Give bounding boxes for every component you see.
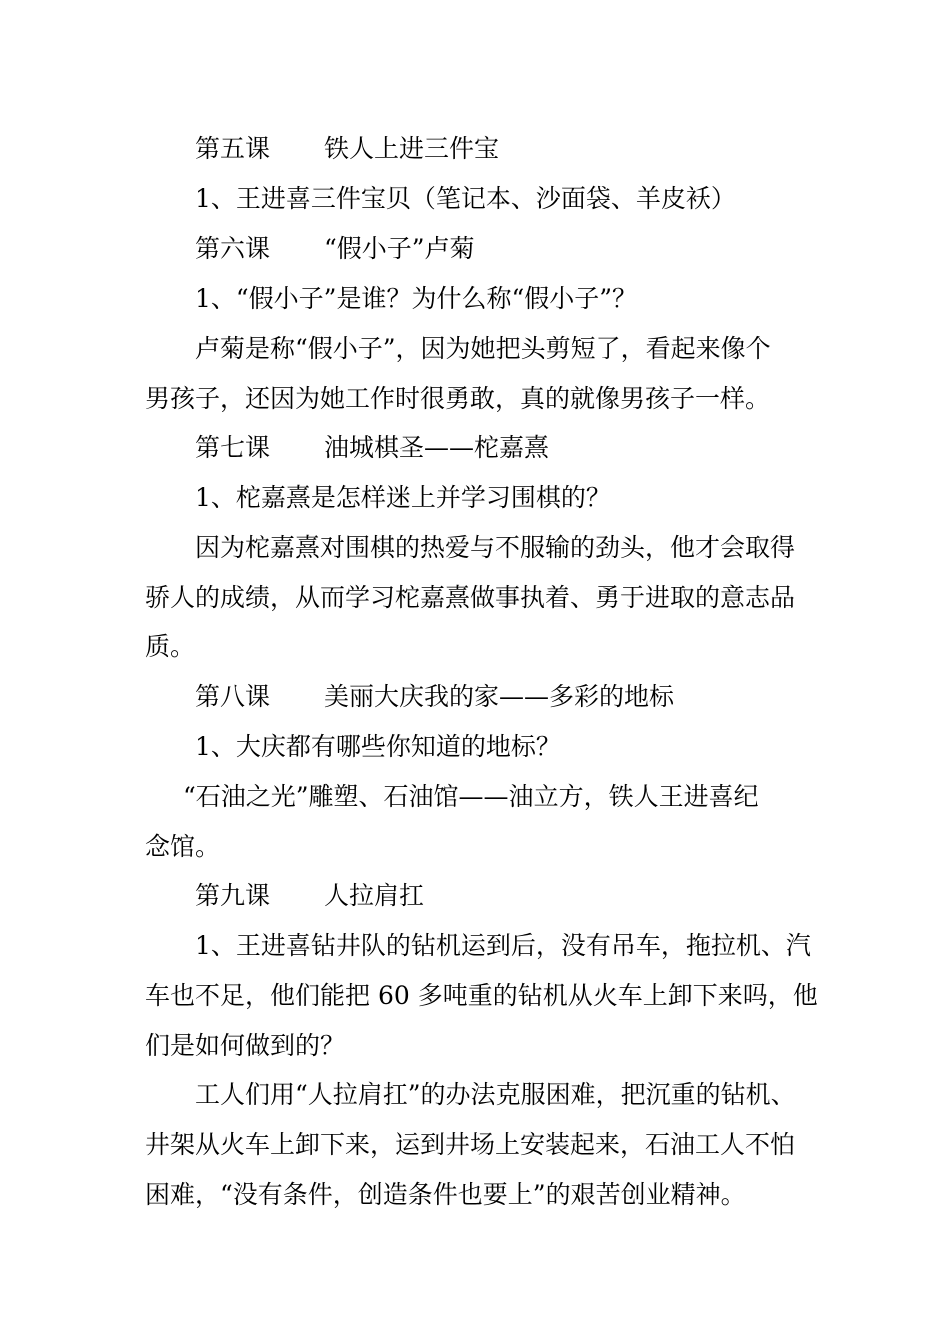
lesson-title: 铁人上进三件宝 — [324, 134, 500, 163]
lesson-title: 美丽大庆我的家——多彩的地标 — [324, 682, 675, 711]
question-line: 们是如何做到的？ — [145, 1031, 346, 1060]
answer-line: 因为柁嘉熹对围棋的热爱与不服输的劲头，他才会取得 — [195, 533, 796, 562]
lesson-number: 第九课 — [195, 881, 271, 910]
answer-line: 卢菊是称“假小子”，因为她把头剪短了，看起来像个 — [195, 334, 771, 363]
answer-line: “石油之光”雕塑、石油馆——油立方，铁人王进喜纪 — [183, 782, 759, 811]
question-line: 车也不足，他们能把 60 多吨重的钻机从火车上卸下来吗，他 — [145, 981, 818, 1010]
lesson-question: 1、“假小子”是谁？为什么称“假小子”？ — [195, 284, 638, 313]
lesson-heading — [0, 677, 950, 717]
answer-line: 念馆。 — [145, 832, 221, 861]
answer-line: 井架从火车上卸下来，运到井场上安装起来，石油工人不怕 — [145, 1130, 796, 1159]
answer-line: 工人们用“人拉肩扛”的办法克服困难，把沉重的钻机、 — [195, 1080, 796, 1109]
lesson-heading — [0, 428, 950, 468]
question-line: 1、王进喜钻井队的钻机运到后，没有吊车，拖拉机、汽 — [195, 931, 811, 960]
lesson-question: 1、大庆都有哪些你知道的地标？ — [195, 732, 561, 761]
lesson-number: 第六课 — [195, 234, 271, 263]
lesson-number: 第七课 — [195, 433, 271, 462]
lesson-number: 第五课 — [195, 134, 271, 163]
lesson-heading — [0, 229, 950, 269]
lesson-title: 油城棋圣——柁嘉熹 — [324, 433, 550, 462]
lesson-question: 1、王进喜三件宝贝（笔记本、沙面袋、羊皮袄） — [195, 184, 736, 213]
answer-line: 困难，“没有条件，创造条件也要上”的艰苦创业精神。 — [145, 1180, 746, 1209]
answer-line: 男孩子，还因为她工作时很勇敢，真的就像男孩子一样。 — [145, 384, 771, 413]
lesson-heading — [0, 876, 950, 916]
lesson-number: 第八课 — [195, 682, 271, 711]
lesson-heading — [0, 129, 950, 169]
answer-line: 质。 — [145, 632, 196, 661]
lesson-title: 人拉肩扛 — [324, 881, 425, 910]
answer-line: 骄人的成绩，从而学习柁嘉熹做事执着、勇于进取的意志品 — [145, 583, 796, 612]
lesson-question: 1、柁嘉熹是怎样迷上并学习围棋的？ — [195, 483, 611, 512]
lesson-title: “假小子”卢菊 — [324, 234, 475, 263]
